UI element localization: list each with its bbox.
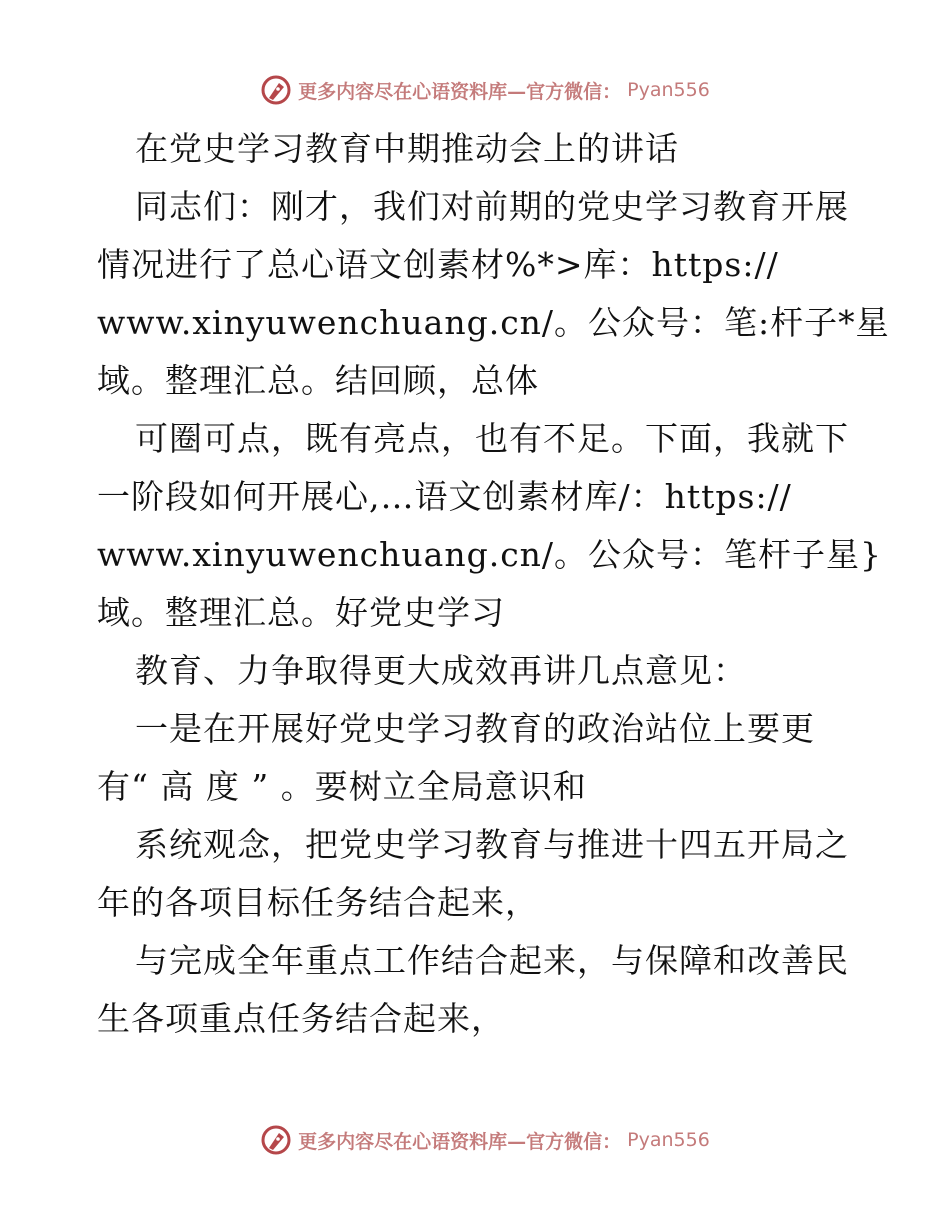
header-banner-inner	[260, 74, 710, 106]
footer-banner-inner	[260, 1124, 710, 1156]
footer-banner-text: 更多内容尽在心语资料库—官方微信：	[298, 1130, 622, 1153]
text-line: 教育、力争取得更大成效再讲几点意见：	[135, 651, 747, 690]
header-banner-text: 更多内容尽在心语资料库—官方微信：	[298, 80, 622, 103]
text-line: 可圈可点，既有亮点，也有不足。下面，我就下	[135, 419, 849, 458]
text-line: 系统观念，把党史学习教育与推进十四五开局之	[135, 825, 849, 864]
text-line: 域。整理汇总。结回顾，总体	[97, 361, 539, 400]
text-line: 与完成全年重点工作结合起来，与保障和改善民	[135, 941, 849, 980]
text-line: 域。整理汇总。好党史学习	[97, 593, 505, 632]
text-line: 生各项重点任务结合起来，	[97, 999, 505, 1038]
text-line: 有“ 高 度 ” 。要树立全局意识和	[97, 767, 587, 806]
header-wechat-id: Pyan556	[627, 79, 710, 101]
text-line: 一阶段如何开展心,…语文创素材库/：https://	[97, 477, 792, 516]
text-line: 同志们：刚才，我们对前期的党史学习教育开展	[135, 187, 849, 226]
text-line: 一是在开展好党史学习教育的政治站位上要更	[135, 709, 815, 748]
text-line: www.xinyuwenchuang.cn/。公众号：笔杆子星}	[97, 535, 883, 574]
pen-nib-logo-icon	[260, 1124, 292, 1156]
text-line: 情况进行了总心语文创素材%*>库：https://	[97, 245, 779, 284]
footer-banner	[0, 1120, 950, 1160]
document-body	[97, 120, 890, 1048]
footer-wechat-id: Pyan556	[627, 1129, 710, 1151]
text-line: www.xinyuwenchuang.cn/。公众号：笔:杆子*星	[97, 303, 890, 342]
text-line: 年的各项目标任务结合起来，	[97, 883, 539, 922]
header-banner	[0, 70, 950, 110]
document-title: 在党史学习教育中期推动会上的讲话	[135, 129, 679, 168]
pen-nib-logo-icon	[260, 74, 292, 106]
